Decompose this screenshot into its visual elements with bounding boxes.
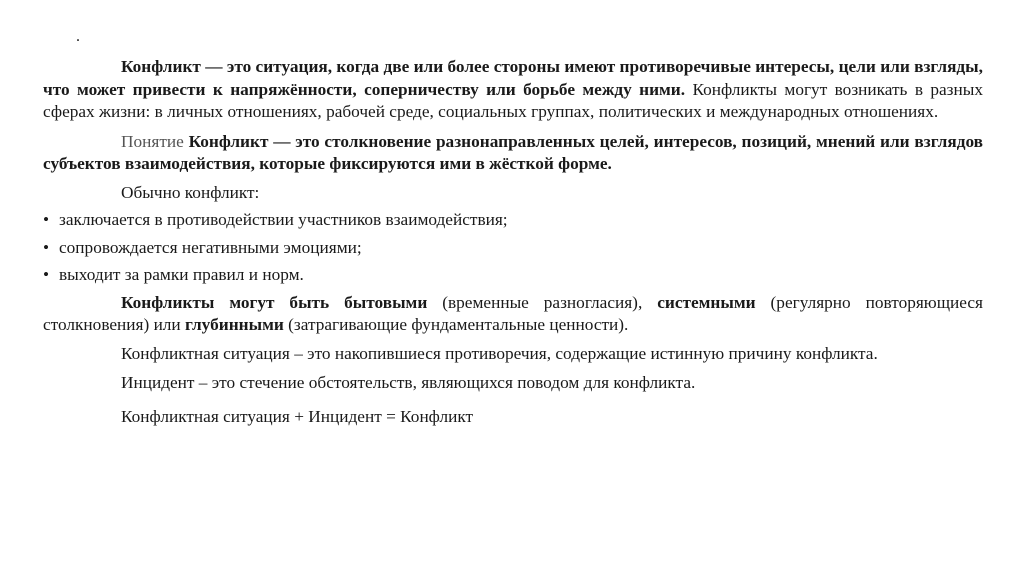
conflict-spheres-text: Конфликты могут возникать в разных сферах жизни: в личных отношениях, рабочей среде, социальных группах, политических и международных отношениях. — [43, 79, 984, 121]
list-item-text: сопровождается негативными эмоциями; — [59, 237, 362, 257]
paragraph-formula: Конфликтная ситуация + Инцидент = Конфликт — [121, 406, 474, 426]
conflict-traits-list — [43, 209, 983, 287]
list-item — [43, 264, 983, 287]
bullet-marker: • — [43, 210, 50, 229]
paragraph-usually-conflict: Обычно конфликт: — [121, 182, 260, 202]
paragraph-conflict-concept — [43, 131, 983, 176]
concept-lead: Понятие — [121, 131, 189, 151]
type-systemic-text: (регулярно повторяющиеся столкновения) или — [43, 292, 983, 334]
type-deep-text: (затрагивающие фундаментальные ценности). — [283, 315, 629, 334]
paragraph-incident: Инцидент – это стечение обстоятельств, являющихся поводом для конфликта. — [121, 373, 696, 392]
type-deep-bold: глубинными — [185, 315, 284, 334]
conflict-definition-bold: Конфликт — это ситуация, когда две или более стороны имеют противоречивые интересы, цели или взгляды, что может привести к напряжённости, соперничеству или борьбе между ними. — [43, 57, 983, 99]
paragraph-conflict-definition — [43, 56, 983, 124]
list-item-text: выходит за рамки правил и норм. — [59, 265, 304, 284]
bullet-marker: • — [43, 265, 50, 284]
type-systemic-bold: системными — [657, 292, 756, 312]
type-household-text: (временные разногласия), — [427, 292, 658, 312]
paragraph-conflict-situation: Конфликтная ситуация – это накопившиеся противоречия, содержащие истинную причину конфликта. — [121, 343, 878, 363]
type-household-bold: Конфликты могут быть бытовыми — [121, 292, 428, 312]
list-item — [43, 237, 983, 260]
bullet-marker: • — [43, 237, 50, 257]
slide-content — [43, 56, 983, 428]
list-item — [43, 209, 983, 232]
dot-marker: . — [76, 28, 80, 45]
list-item-text: заключается в противодействии участников взаимодействия; — [59, 210, 508, 229]
paragraph-conflict-types — [43, 292, 983, 337]
concept-definition-bold: Конфликт — это столкновение разнонаправленных целей, интересов, позиций, мнений или взглядов субъектов взаимодействия, которые фиксируются ими в жёсткой форме. — [43, 131, 983, 173]
